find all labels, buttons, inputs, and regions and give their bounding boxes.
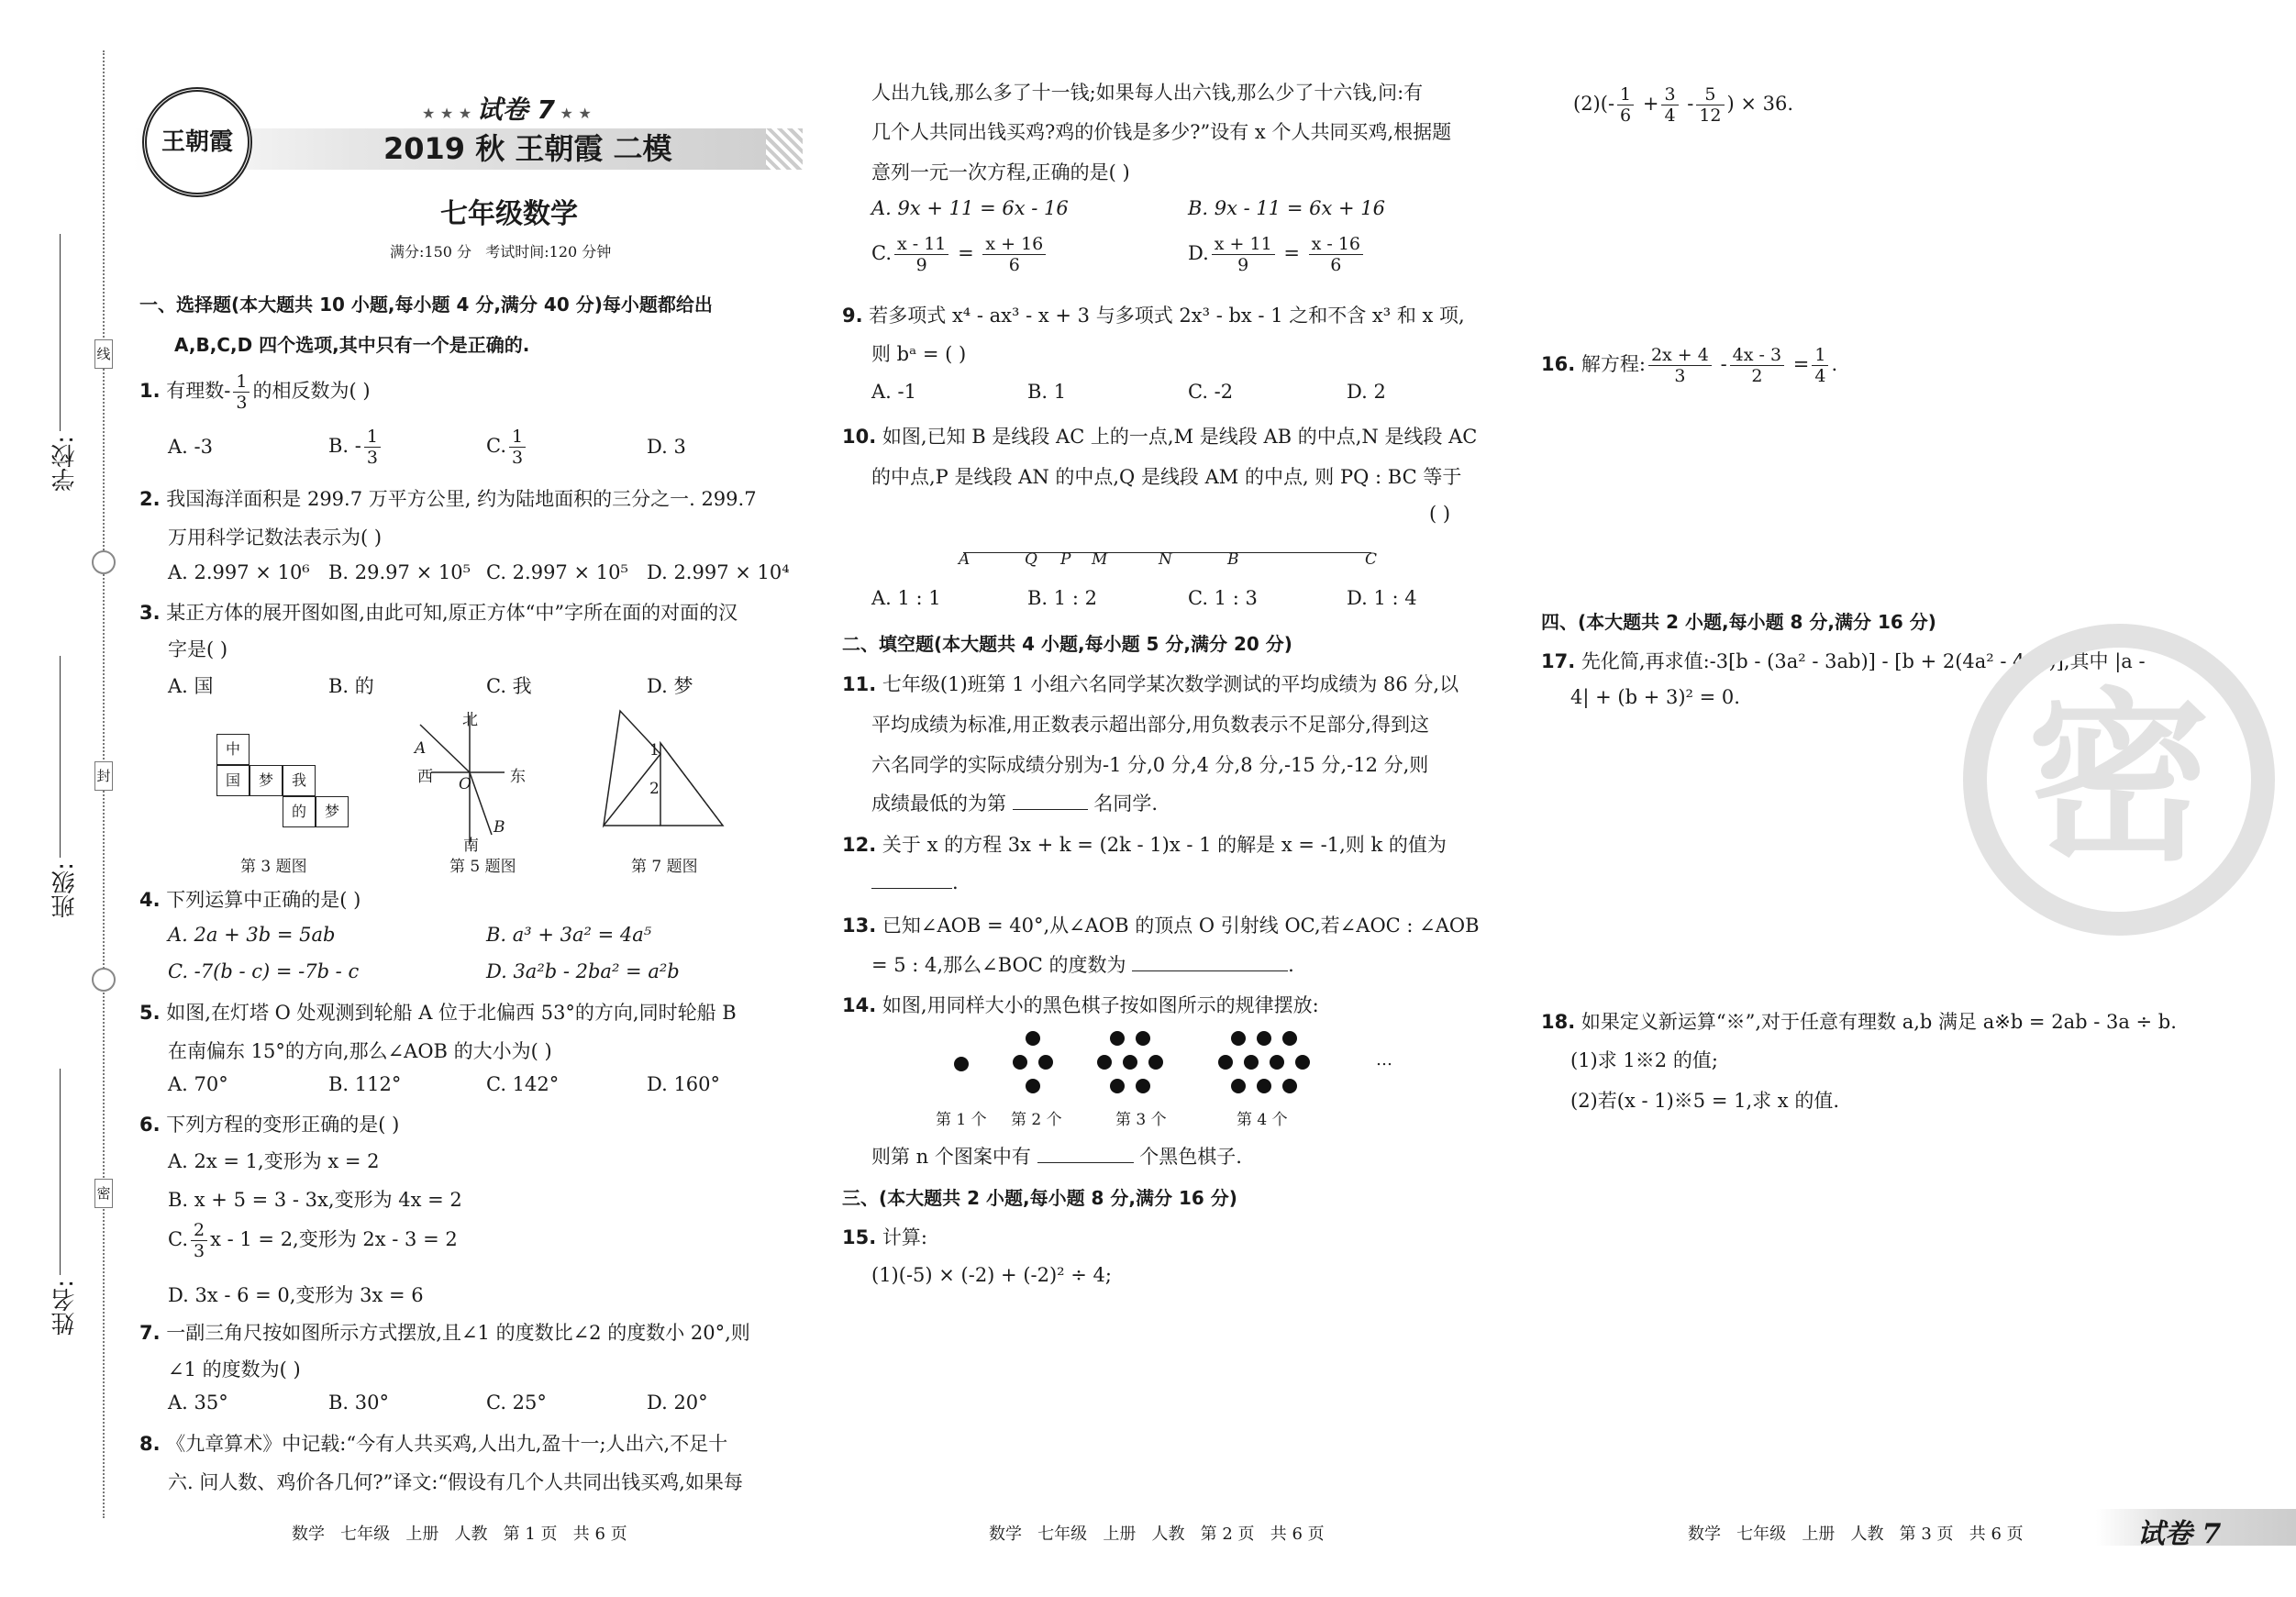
paper-label: ★ ★ ★ 试卷 7 ★ ★ [422,94,592,125]
q3-option-a[interactable]: A. 国 [168,675,214,697]
point-a: A [415,739,427,758]
chess-piece [1231,1031,1246,1046]
question-8: 8. 《九章算术》中记载:“今有人共买鸡,人出九,盈十一;人出六,不足十 [139,1433,728,1455]
question-5-line2: 在南偏东 15°的方向,那么∠AOB 的大小为( ) [168,1040,552,1062]
header-banner-pattern [766,128,803,170]
section-1-instructions: A,B,C,D 四个选项,其中只有一个是正确的. [174,334,530,356]
page-footer-3: 数学 七年级 上册 人教 第 3 页 共 6 页 [1688,1525,2024,1544]
point-label: C [1365,550,1378,569]
q2-option-b[interactable]: B. 29.97 × 10⁵ [328,561,471,583]
net-cell: 中 [216,734,250,765]
question-10-line2: 的中点,P 是线段 AN 的中点,Q 是线段 AM 的中点, 则 PQ : BC 等于 [871,466,1462,488]
class-label: 班级: [51,862,79,918]
compass-east: 东 [510,768,526,786]
question-6: 6. 下列方程的变形正确的是( ) [139,1114,400,1136]
seal-character: 密 [2026,672,2211,886]
angle-1-label: 1 [649,741,660,760]
q7-option-b[interactable]: B. 30° [328,1392,390,1414]
point-label: N [1159,550,1172,569]
q5-option-b[interactable]: B. 112° [328,1073,402,1095]
point-o: O [459,775,471,793]
q3-option-c[interactable]: C. 我 [486,675,532,697]
pattern-label: 第 3 个 [1115,1111,1167,1129]
figure-5-caption: 第 5 题图 [449,858,516,876]
q4-option-c[interactable]: C. -7(b - c) = -7b - c [168,960,360,982]
binding-mark-line: 线 [94,339,113,369]
question-1: 1. 有理数- $\frac{1}{3}$ 的相反数为( ) [139,372,371,413]
q6-option-c[interactable]: C. $\frac{2}{3}$ x - 1 = 2,变形为 2x - 3 = 2 [168,1220,458,1261]
compass-south: 南 [463,837,479,855]
exam-title: 2019 秋 王朝霞 二模 [383,131,672,166]
q3-option-b[interactable]: B. 的 [328,675,374,697]
chess-piece [1013,1055,1027,1070]
question-11-line4: 成绩最低的为第 名同学. [871,793,1159,815]
q5-option-d[interactable]: D. 160° [647,1073,721,1095]
q9-option-d[interactable]: D. 2 [1347,381,1386,403]
chess-piece [1123,1055,1137,1070]
chess-piece [1097,1055,1112,1070]
q14-answer-blank[interactable] [1037,1146,1134,1163]
angle-2-label: 2 [649,780,660,798]
question-3-line2: 字是( ) [168,638,228,660]
pattern-label: 第 4 个 [1237,1111,1288,1129]
seal-watermark [1963,624,2275,936]
chess-piece [1026,1031,1040,1046]
chess-piece [1110,1031,1125,1046]
figure-3-caption: 第 3 题图 [240,858,307,876]
chess-piece [1270,1055,1284,1070]
question-14-line2: 则第 n 个图案中有 个黑色棋子. [871,1146,1242,1168]
logo: 王朝霞 [142,87,252,197]
question-11: 11. 七年级(1)班第 1 小组六名同学某次数学测试的平均成绩为 86 分,以 [842,673,1459,695]
pattern-ellipsis: … [1376,1050,1392,1070]
q1-option-b[interactable]: B. - $\frac{1}{3}$ [328,427,383,468]
net-cell: 国 [216,765,250,796]
q9-option-a[interactable]: A. -1 [871,381,916,403]
chess-piece [1282,1079,1297,1093]
question-13-line2: = 5 : 4,那么∠BOC 的度数为 . [871,954,1294,976]
q10-option-a[interactable]: A. 1 : 1 [871,587,941,609]
section-1-heading: 一、选择题(本大题共 10 小题,每小题 4 分,满分 40 分)每小题都给出 [139,294,713,316]
q1-option-c[interactable]: C. $\frac{1}{3}$ [486,427,528,468]
q4-option-d[interactable]: D. 3a²b - 2ba² = a²b [486,960,680,982]
question-12-line2: . [871,871,959,893]
question-11-line2: 平均成绩为标准,用正数表示超出部分,用负数表示不足部分,得到这 [871,714,1430,736]
question-9: 9. 若多项式 x⁴ - ax³ - x + 3 与多项式 2x³ - bx - 1 之和不含 x³ 和 x 项, [842,305,1465,327]
compass-west: 西 [417,768,433,786]
question-17: 17. 先化简,再求值:-3[b - (3a² - 3ab)] - [b + 2(4a² - 4ab)],其中 |a - [1541,650,2146,672]
binding-ornament-icon [92,968,116,992]
chess-piece [1257,1079,1271,1093]
q8-option-b[interactable]: B. 9x - 11 = 6x + 16 [1188,197,1385,219]
section-3-heading: 三、(本大题共 2 小题,每小题 8 分,满分 16 分) [842,1187,1237,1209]
net-cell: 我 [283,765,316,796]
exam-info: 满分:150 分 考试时间:120 分钟 [390,243,612,261]
chess-piece [1110,1079,1125,1093]
point-label: B [1227,550,1239,569]
q12-answer-blank[interactable] [871,871,952,889]
q6-option-b[interactable]: B. x + 5 = 3 - 3x,变形为 4x = 2 [168,1189,462,1211]
question-7-line2: ∠1 的度数为( ) [168,1359,301,1381]
q1-option-a[interactable]: A. -3 [168,436,213,458]
chess-piece [1231,1079,1246,1093]
question-2: 2. 我国海洋面积是 299.7 万平方公里, 约为陆地面积的三分之一. 299.7 [139,488,757,510]
q9-option-b[interactable]: B. 1 [1027,381,1067,403]
point-label: M [1092,550,1108,569]
q8-option-d[interactable]: D. $\frac{x + 11}{9}$ = $\frac{x - 16}{6}$ [1188,234,1366,275]
q5-option-a[interactable]: A. 70° [168,1073,228,1095]
point-label: A [959,550,971,569]
question-15-part-1: (1)(-5) × (-2) + (-2)² ÷ 4; [871,1264,1112,1286]
q9-option-c[interactable]: C. -2 [1188,381,1234,403]
chess-piece [1148,1055,1163,1070]
pattern-label: 第 1 个 [936,1111,987,1129]
q2-option-a[interactable]: A. 2.997 × 10⁶ [168,561,310,583]
question-13: 13. 已知∠AOB = 40°,从∠AOB 的顶点 O 引射线 OC,若∠AOC : ∠AOB [842,915,1480,937]
question-7: 7. 一副三角尺按如图所示方式摆放,且∠1 的度数比∠2 的度数小 20°,则 [139,1322,750,1344]
q1-option-d[interactable]: D. 3 [647,436,686,458]
chess-piece [954,1057,969,1071]
subject-title: 七年级数学 [440,198,578,230]
question-15: 15. 计算: [842,1226,927,1248]
section-4-heading: 四、(本大题共 2 小题,每小题 8 分,满分 16 分) [1541,611,1936,633]
q4-option-a[interactable]: A. 2a + 3b = 5ab [168,924,336,946]
page-footer-2: 数学 七年级 上册 人教 第 2 页 共 6 页 [989,1525,1325,1544]
chess-piece [1295,1055,1310,1070]
question-18: 18. 如果定义新运算“※”,对于任意有理数 a,b 满足 a※b = 2ab - 3a ÷ b. [1541,1011,2177,1033]
question-3: 3. 某正方体的展开图如图,由此可知,原正方体“中”字所在面的对面的汉 [139,602,738,624]
binding-ornament-icon [92,550,116,574]
chess-piece [1257,1031,1271,1046]
chess-piece [1218,1055,1233,1070]
pattern-label: 第 2 个 [1011,1111,1062,1129]
name-label: 姓名: [51,1280,79,1336]
section-2-heading: 二、填空题(本大题共 4 小题,每小题 5 分,满分 20 分) [842,633,1292,655]
set-squares-diagram [594,706,732,844]
question-17-line2: 4| + (b + 3)² = 0. [1570,686,1740,708]
class-field[interactable] [60,656,61,858]
q4-option-b[interactable]: B. a³ + 3a² = 4a⁵ [486,924,652,946]
chess-piece [1136,1031,1150,1046]
question-8-line3: 人出九钱,那么多了十一钱;如果每人出六钱,那么少了十六钱,问:有 [871,82,1424,104]
school-field[interactable] [60,234,61,431]
chess-piece [1136,1079,1150,1093]
net-cell: 的 [283,796,316,827]
point-label: Q [1025,550,1037,569]
binding-mark-seal: 封 [94,761,113,791]
question-18-part-2: (2)若(x - 1)※5 = 1,求 x 的值. [1570,1090,1839,1112]
point-b: B [494,818,505,837]
question-18-part-1: (1)求 1※2 的值; [1570,1049,1718,1071]
q13-answer-blank[interactable] [1132,954,1288,971]
chess-piece [1038,1055,1053,1070]
question-11-line3: 六名同学的实际成绩分别为-1 分,0 分,4 分,8 分,-15 分,-12 分,则 [871,754,1429,776]
question-8-line2: 六. 问人数、鸡价各几何?”译文:“假设有几个人共同出钱买鸡,如果每 [168,1471,743,1493]
question-8-line5: 意列一元一次方程,正确的是( ) [871,161,1130,183]
q7-option-c[interactable]: C. 25° [486,1392,547,1414]
compass-north: 北 [462,711,478,729]
q7-option-d[interactable]: D. 20° [647,1392,708,1414]
question-16: 16. 解方程: $\frac{2x + 4}{3}$ - $\frac{4x - 3}{2}$ = $\frac{1}{4}$ . [1541,345,1838,386]
name-field[interactable] [60,1069,61,1275]
q6-option-d[interactable]: D. 3x - 6 = 0,变形为 3x = 6 [168,1284,424,1306]
point-label: P [1060,550,1071,569]
q8-option-a[interactable]: A. 9x + 11 = 6x - 16 [871,197,1069,219]
q2-option-c[interactable]: C. 2.997 × 10⁵ [486,561,628,583]
page-footer-1: 数学 七年级 上册 人教 第 1 页 共 6 页 [292,1525,627,1544]
q3-option-d[interactable]: D. 梦 [647,675,693,697]
question-2-line2: 万用科学记数法表示为( ) [168,527,383,549]
question-9-line2: 则 bᵃ = ( ) [871,343,967,365]
question-5: 5. 如图,在灯塔 O 处观测到轮船 A 位于北偏西 53°的方向,同时轮船 B [139,1002,737,1024]
question-12: 12. 关于 x 的方程 3x + k = (2k - 1)x - 1 的解是 x = -1,则 k 的值为 [842,834,1447,856]
question-4: 4. 下列运算中正确的是( ) [139,889,361,911]
chess-piece [1026,1079,1040,1093]
q10-option-c[interactable]: C. 1 : 3 [1188,587,1258,609]
q10-option-d[interactable]: D. 1 : 4 [1347,587,1417,609]
footer-tag: 试卷 7 [2137,1518,2222,1550]
school-label: 学校: [51,436,79,492]
q2-option-d[interactable]: D. 2.997 × 10⁴ [647,561,790,583]
question-10: 10. 如图,已知 B 是线段 AC 上的一点,M 是线段 AB 的中点,N 是线段 AC [842,426,1478,448]
figure-7-caption: 第 7 题图 [631,858,698,876]
question-15-part-2: (2)(- $\frac{1}{6}$ + $\frac{3}{4}$ - $\frac{5}{12}$ ) × 36. [1573,84,1794,126]
chess-piece [1282,1031,1297,1046]
q8-option-c[interactable]: C. $\frac{x - 11}{9}$ = $\frac{x + 16}{6}$ [871,234,1048,275]
question-14: 14. 如图,用同样大小的黑色棋子按如图所示的规律摆放: [842,994,1319,1016]
binding-mark-secret: 密 [94,1179,113,1208]
chess-piece [1244,1055,1259,1070]
q7-option-a[interactable]: A. 35° [168,1392,228,1414]
q5-option-c[interactable]: C. 142° [486,1073,560,1095]
question-10-bracket: ( ) [1429,503,1451,525]
net-cell: 梦 [250,765,283,796]
q11-answer-blank[interactable] [1013,793,1088,810]
question-8-line4: 几个人共同出钱买鸡?鸡的价钱是多少?”设有 x 个人共同买鸡,根据题 [871,121,1452,143]
q6-option-a[interactable]: A. 2x = 1,变形为 x = 2 [168,1150,380,1172]
q10-option-b[interactable]: B. 1 : 2 [1027,587,1097,609]
net-cell: 梦 [316,796,349,827]
